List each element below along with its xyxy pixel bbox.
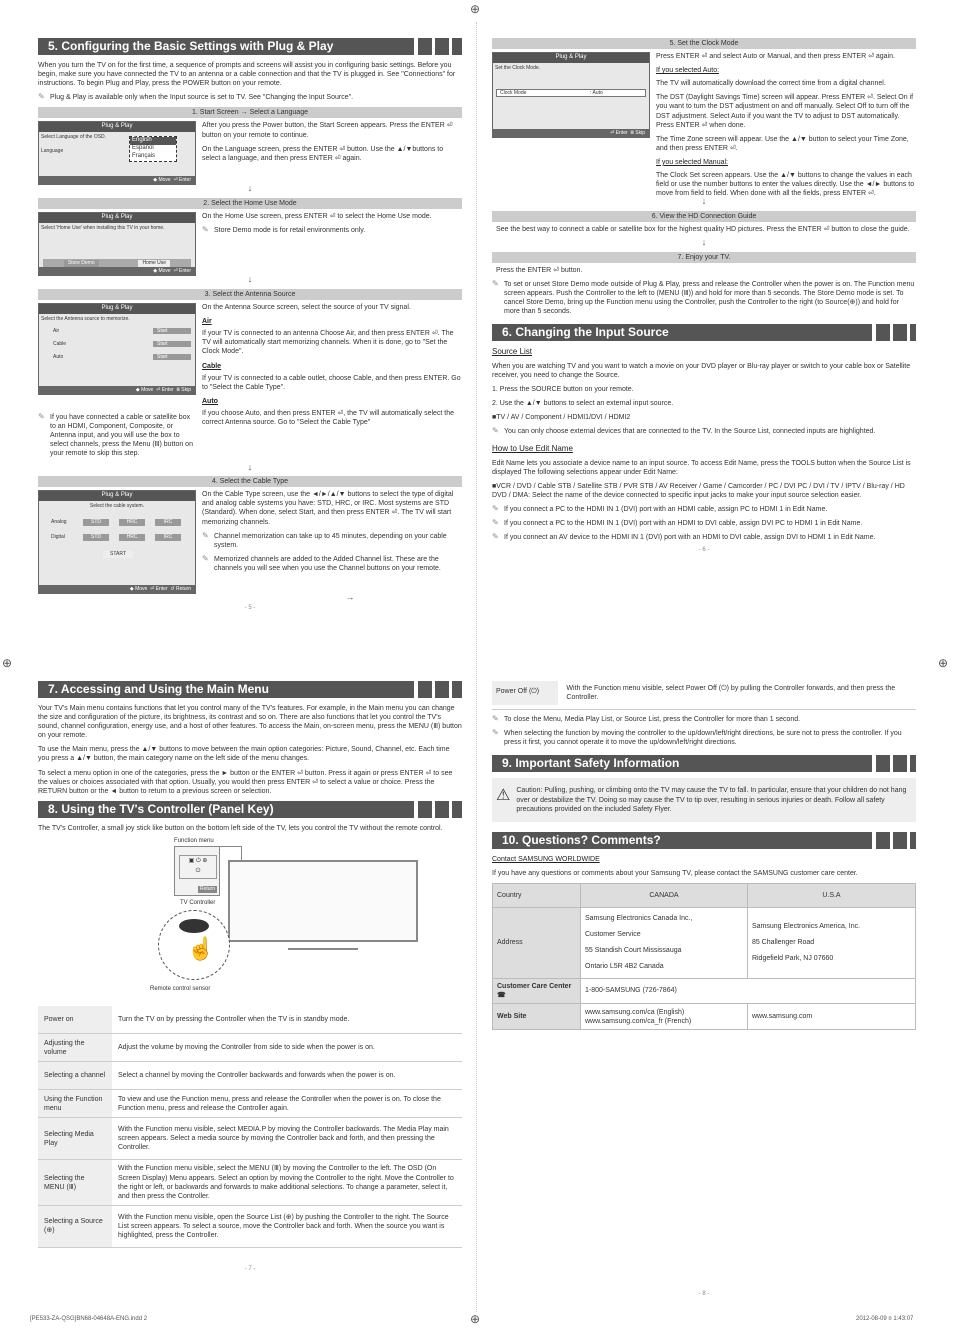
website-link[interactable]: www.samsung.com/ca_fr (French): [585, 1017, 692, 1025]
down-arrow-icon: ↓: [701, 237, 707, 248]
page-8: [492, 681, 916, 1297]
std-button[interactable]: STD: [83, 534, 109, 541]
body-text: If you have any questions or comments about your Samsung TV, please contact the SAMSUNG customer care center.: [492, 869, 858, 877]
row-label: Selecting the MENU (Ⅲ): [38, 1160, 112, 1205]
tv-controller-label: TV Controller: [180, 899, 216, 906]
row-label: Selecting a Source (⊕): [38, 1205, 112, 1247]
note: ✎ To set or unset Store Demo mode outside of Plug & Play, press and release the Controller when the power is on. The Function menu screen appears. Push the Controller to the left to (MENU (Ⅲ)) and hold for more than 5 seconds. The Store Demo mode is set. To cancel Store Demo, bring up the Function menu using the Controller, push the Controller to the right (to Source(⊕)) and hold for more than 5 seconds.: [492, 280, 916, 316]
table-row: [38, 1006, 462, 1034]
clock-mode-screen: [492, 52, 650, 138]
registration-mark-icon: ⊕: [2, 656, 13, 670]
body-text: ■TV / AV / Component / HDMI1/DVI / HDMI2: [492, 414, 631, 422]
address-line: Ridgefield Park, NJ 07660: [751, 954, 834, 962]
note: ✎ Plug & Play is available only when the Input source is set to TV. See "Changing the Input Source".: [38, 93, 462, 102]
auto-label: Auto: [53, 353, 64, 360]
body-text: Edit Name lets you associate a device name to an input source. To access Edit Name, press the TOOLS button when the Source List is displayed The following selections appear under Edit Name:: [492, 459, 911, 476]
language-label: Language: [41, 148, 64, 155]
enter-hint: ⏎ Enter: [610, 129, 628, 136]
note: ✎ Channel memorization can take up to 45 minutes, depending on your cable system.: [202, 532, 462, 550]
row-label: Power on: [38, 1006, 112, 1034]
website-link[interactable]: www.samsung.com: [747, 1004, 915, 1030]
clock-mode-label[interactable]: Clock Mode: [500, 89, 527, 96]
contact-heading: Contact SAMSUNG WORLDWIDE: [492, 855, 600, 863]
screen-text: Select Language of the OSD.: [41, 134, 107, 141]
irc-button[interactable]: IRC: [155, 519, 181, 526]
body-text: ■VCR / DVD / Cable STB / Satellite STB / PVR STB / AV Receiver / Game / Camcorder / PC / DVI PC / DVI / TV / IPTV / Blu-ray / HD DVD / DMA: Select the name of the device connected to specific input jacks to make your input source selection easier.: [492, 482, 905, 500]
address-line: Ontario L5R 4B2 Canada: [585, 962, 664, 970]
phone-number: 1-800-SAMSUNG (726-7864): [581, 978, 916, 1003]
page-number: - 7 -: [244, 1265, 256, 1272]
section-7-title: 7. Accessing and Using the Main Menu: [38, 681, 414, 698]
step-text: The Time Zone screen will appear. Use the ▲/▼ button to select your Time Zone, and then press ENTER ⏎.: [656, 135, 909, 152]
address-line: 55 Standish Court Mississauga: [585, 946, 682, 954]
canada-header: CANADA: [581, 883, 748, 907]
enter-hint: ⏎ Enter: [173, 176, 191, 183]
remote-sensor-label: Remote control sensor: [150, 985, 211, 992]
registration-mark-icon: ⊕: [938, 656, 949, 670]
function-menu-label: Function menu: [174, 837, 214, 844]
section-8-banner: [38, 801, 462, 818]
move-hint: ◆ Move: [153, 267, 171, 274]
body-text: 1. Press the SOURCE button on your remote.: [492, 386, 634, 394]
clock-mode-value: : Auto: [590, 89, 603, 96]
air-heading: Air: [202, 318, 212, 326]
note: ✎ If you connect an AV device to the HDMI IN 1 (DVI) port with an HDMI to DVI cable, assign DVI to HDMI 1 in Edit Name.: [492, 533, 916, 542]
controller-diagram: [38, 838, 462, 998]
auto-heading: Auto: [202, 397, 218, 405]
row-text: Select a channel by moving the Controller backwards and forwards when the power is on.: [112, 1062, 462, 1090]
cable-heading: Cable: [202, 362, 222, 370]
home-use-screen: [38, 212, 196, 276]
analog-label: Analog: [51, 519, 67, 526]
step-header: 7. Enjoy your TV.: [492, 252, 916, 263]
body-text: The TV's Controller, a small joy stick like button on the bottom left side of the TV, lets you control the TV without the remote control.: [38, 824, 443, 832]
registration-mark-icon: ⊕: [470, 1312, 481, 1326]
start-button[interactable]: Start: [153, 341, 191, 348]
step-header: 2. Select the Home Use Mode: [38, 198, 462, 209]
step-text: The DST (Daylight Savings Time) screen will appear. Press ENTER ⏎. Select On if you want to turn the DST adjustment on and off manually. Select Off to turn off the DST adjustment. Select Auto if you want the TV to adjust to DST automatically. Press ENTER ⏎ when done.: [656, 94, 914, 129]
step-text: If you choose Auto, and then press ENTER ⏎, the TV will automatically select the correct Antenna source. Go to "Select the Cable Type": [202, 409, 455, 426]
down-arrow-icon: ↓: [247, 183, 253, 194]
row-text: Adjust the volume by moving the Controller from side to side when the power is on.: [112, 1034, 462, 1062]
std-button[interactable]: STD: [83, 519, 109, 526]
row-text: To view and use the Function menu, press and release the Controller when the power is on. To close the Function menu, press and release the Controller again.: [112, 1090, 462, 1118]
section-9-title: 9. Important Safety Information: [492, 755, 872, 772]
body-text: When you are watching TV and you want to watch a movie on your DVD player or Blu-ray player or switch to your cable box or Satellite receiver, you need to change the Source.: [492, 362, 911, 379]
skip-hint: Ⅲ Skip: [176, 386, 191, 393]
section-10-title: 10. Questions? Comments?: [492, 832, 872, 849]
page-5: [38, 38, 462, 613]
step-text: The Clock Set screen appears. Use the ▲/▼ buttons to change the values in each field or use the number buttons to enter the values directly. Use the ◄/► buttons to move from field to field. When done with all the fields, press ENTER ⏎.: [656, 172, 915, 198]
screen-text: Set the Clock Mode.: [495, 64, 541, 71]
website-label: Web Site: [493, 1004, 581, 1030]
home-use-button[interactable]: Home Use: [138, 260, 170, 267]
table-row: [38, 1118, 462, 1160]
section-6-title: 6. Changing the Input Source: [492, 324, 872, 341]
section-7-banner: [38, 681, 462, 698]
hrc-button[interactable]: HRC: [119, 534, 145, 541]
step-header: 5. Set the Clock Mode: [492, 38, 916, 49]
row-label: Selecting a channel: [38, 1062, 112, 1090]
intro-text: When you turn the TV on for the first time, a sequence of prompts and screens will assist you in configuring basic settings. Before you begin, make sure you have connected the TV to an antenna or a cable connection and that the TV is plugged in. See "Connections" for instructions. To begin Plug and Play, press the POWER button on your remote.: [38, 62, 456, 88]
start-button[interactable]: Start: [153, 328, 191, 335]
page-7: [38, 681, 462, 1274]
hand-icon: ☝: [187, 935, 215, 961]
move-hint: ◆ Move: [129, 585, 148, 592]
row-label: Selecting Media Play: [38, 1118, 112, 1160]
digital-label: Digital: [51, 534, 65, 541]
tv-illustration: [228, 860, 418, 942]
step-text: If your TV is connected to a cable outlet, choose Cable, and then press ENTER. Go to "Select the Cable Type".: [202, 374, 461, 391]
note: ✎ Memorized channels are added to the Added Channel list. These are the channels you will see when you use the Channel buttons on your remote.: [202, 555, 462, 573]
file-label: [PE533-ZA-QSG]BN68-04648A-ENG.indd 2: [30, 1316, 148, 1322]
section-9-banner: [492, 755, 916, 772]
language-option[interactable]: Español: [132, 145, 154, 152]
row-text: With the Function menu visible, select MEDIA.P by moving the Controller backwards. The Media Play main screen appears. Select a media source by moving the Controller back and forth, and then pressing the Controller.: [112, 1118, 462, 1160]
air-label: Air: [53, 327, 60, 334]
screen-text: Select 'Home Use' when installing this TV in your home.: [41, 225, 165, 232]
auto-heading: If you selected Auto:: [656, 67, 720, 75]
page-number: - 5 -: [244, 604, 256, 611]
country-header: Country: [493, 883, 581, 907]
screen-title: Plug & Play: [39, 213, 195, 223]
address-line: Customer Service: [585, 930, 641, 938]
screen-title: Plug & Play: [39, 304, 195, 314]
start-button[interactable]: Start: [153, 354, 191, 361]
section-8-title: 8. Using the TV's Controller (Panel Key): [38, 801, 414, 818]
address-label: Address: [493, 907, 581, 978]
move-hint: ◆ Move: [153, 176, 171, 183]
step-text: Press ENTER ⏎ and select Auto or Manual, and then press ENTER ⏎ again.: [656, 53, 895, 61]
address-line: Samsung Electronics America, Inc.: [751, 922, 861, 930]
return-hint: ↺ Return: [170, 585, 191, 592]
section-5-banner: [38, 38, 462, 55]
step-text: Press the ENTER ⏎ button.: [496, 266, 583, 274]
hrc-button[interactable]: HRC: [119, 519, 145, 526]
caution-text: Caution: Pulling, pushing, or climbing onto the TV may cause the TV to fall. In particular, ensure that your children do not hang over or destabilize the TV. Doing so may cause the TV to tip over, resulting in serious injuries or death. Follow all safety precautions provided on the included Safety Flyer.: [516, 787, 907, 813]
enter-hint: ⏎ Enter: [156, 386, 174, 393]
body-text: To select a menu option in one of the categories, press the ► button or the ENTER ⏎ button. Press it again or press ENTER ⏎ to see the values or choices associated with that option. Usually, you would then press ENTER ⏎ to select a value or choice. Press the RETURN button or the ◄ button to return to a previous screen or selection.: [38, 769, 453, 795]
row-text: With the Function menu visible, select the MENU (Ⅲ) by moving the Controller to the left. The OSD (On Screen Display) Menu appears. Select an option by moving the Controller to the right. Move the Controller to the right or left, or backwards and forwards to make additional selections. To change a parameter, select it, and then press the Controller.: [112, 1160, 462, 1205]
step-text: On the Antenna Source screen, select the source of your TV signal.: [202, 304, 411, 312]
language-option[interactable]: English: [130, 137, 176, 145]
note: ✎ To close the Menu, Media Play List, or Source List, press the Controller for more than 1 second.: [492, 715, 916, 724]
row-label: Using the Function menu: [38, 1090, 112, 1118]
date-label: 2012-08-09 ¤ 1:43:07: [856, 1316, 914, 1322]
note: ✎ Store Demo mode is for retail environments only.: [202, 226, 432, 235]
screen-text: Select the Antenna source to memorize.: [41, 315, 130, 322]
step-text: After you press the Power button, the Start Screen appears. Press the ENTER ⏎ button on your remote to continue.: [202, 122, 453, 139]
screen-title: Plug & Play: [493, 53, 649, 63]
enter-hint: ⏎ Enter: [173, 267, 191, 274]
start-button[interactable]: START: [103, 551, 133, 558]
manual-heading: If you selected Manual:: [656, 158, 728, 166]
table-row: [38, 1034, 462, 1062]
section-10-banner: [492, 832, 916, 849]
skip-hint: Ⅲ Skip: [630, 129, 645, 136]
registration-mark-icon: ⊕: [470, 2, 481, 16]
step-text: If your TV is connected to an antenna Choose Air, and then press ENTER ⏎. The TV will automatically start memorizing channels. When it is done, go to "Set the Clock Mode".: [202, 330, 454, 356]
website-link[interactable]: www.samsung.com/ca (English): [585, 1008, 685, 1016]
address-line: 85 Challenger Road: [751, 938, 815, 946]
controller-zoom: [158, 910, 230, 980]
note: ✎ If you have connected a cable or satellite box to an HDMI, Component, Composite, or Antenna input, and you will use the box to select channels, press the Menu (Ⅲ) button on your remote to skip this step.: [38, 413, 196, 458]
contact-table: [492, 883, 916, 1030]
table-row: [38, 1090, 462, 1118]
store-demo-button[interactable]: Store Demo: [64, 260, 99, 267]
table-row: [38, 1062, 462, 1090]
step-header: 3. Select the Antenna Source: [38, 289, 462, 300]
language-option[interactable]: Français: [132, 152, 156, 159]
step-header: 1. Start Screen → Select a Language: [38, 107, 462, 118]
step-text: On the Home Use screen, press ENTER ⏎ to select the Home Use mode.: [202, 213, 432, 221]
antenna-screen: [38, 303, 196, 395]
down-arrow-icon: ↓: [247, 274, 253, 285]
note: ✎ If you connect a PC to the HDMI IN 1 (DVI) port with an HDMI to DVI cable, assign DVI PC to HDMI 1 in Edit Name.: [492, 519, 916, 528]
row-text: With the Function menu visible, open the Source List (⊕) by pushing the Controller to the right. The Source List screen appears. To select a source, move the Controller back and forth. When the source you want is highlighted, press the Controller.: [112, 1205, 462, 1247]
cable-type-screen: [38, 490, 196, 594]
body-text: Your TV's Main menu contains functions that let you control many of the TV's features. For example, in the Main menu you can change the size and configuration of the picture, its brightness, its contrast and so on. There are also functions that let you control the TV's sound, channel configuration, energy use, and a host of other features. To access the Main, on-screen menu, press the MENU (Ⅲ) button on your remote.: [38, 705, 462, 740]
step-text: See the best way to connect a cable or satellite box for the highest quality HD pictures. Press the ENTER ⏎ button to close the guide.: [496, 226, 910, 234]
step-text: The TV will automatically download the correct time from a digital channel.: [656, 80, 886, 88]
down-arrow-icon: ↓: [701, 196, 707, 207]
source-list-heading: Source List: [492, 347, 533, 357]
function-menu-box: ▣ ⏻ ⊕ ⏻ Return: [174, 846, 220, 896]
step-text: On the Language screen, press the ENTER ⏎ button. Use the ▲/▼buttons to select a language, and then press ENTER ⏎ again.: [202, 145, 444, 162]
step-header: 4. Select the Cable Type: [38, 476, 462, 487]
enter-hint: ⏎ Enter: [150, 585, 168, 592]
page-number: - 8 -: [698, 1291, 710, 1297]
power-off-label: Power Off (⏻): [492, 681, 558, 705]
controller-table: [38, 1006, 462, 1248]
warning-icon: ⚠: [496, 787, 511, 805]
body-text: 2. Use the ▲/▼ buttons to select an external input source.: [492, 400, 674, 408]
screen-title: Plug & Play: [39, 491, 195, 501]
address-line: Samsung Electronics Canada Inc.,: [585, 914, 693, 922]
usa-header: U.S.A: [747, 883, 915, 907]
section-5-title: 5. Configuring the Basic Settings with Plug & Play: [38, 38, 414, 55]
down-arrow-icon: ↓: [247, 461, 253, 472]
right-arrow-icon: →: [345, 592, 355, 603]
power-off-text: With the Function menu visible, select Power Off (⏻) by pulling the Controller forwards, and then press the Controller.: [566, 685, 896, 702]
caution-box: [492, 778, 916, 821]
customer-care-label: Customer Care Center ☎: [493, 978, 581, 1003]
step-text: On the Cable Type screen, use the ◄/►/▲/▼ buttons to select the type of digital and analog cable systems you have: STD, HRC, or IRC. Most systems are STD (Standard). When done, select Start, and then press ENTER ⏎. The TV will start memorizing channels.: [202, 491, 454, 526]
note: ✎ If you connect a PC to the HDMI IN 1 (DVI) port with an HDMI cable, assign PC to HDMI 1 in Edit Name.: [492, 505, 916, 514]
row-label: Adjusting the volume: [38, 1034, 112, 1062]
page-number: - 6 -: [698, 547, 710, 554]
language-screen: [38, 121, 196, 185]
return-label: Return: [199, 886, 215, 893]
body-text: To use the Main menu, press the ▲/▼ buttons to move between the main option categories: Picture, Sound, Channel, etc. Each time you press a ▲/▼ button, the main category name on the left side of the menu changes.: [38, 746, 450, 763]
move-hint: ◆ Move: [135, 386, 154, 393]
cable-label: Cable: [53, 340, 67, 347]
note: ✎ When selecting the function by moving the controller to the up/down/left/right directions, be sure not to press the controller. If you press it first, you cannot operate it to move the up/down/left/right directions.: [492, 729, 916, 747]
table-row: [38, 1160, 462, 1205]
page-6: [492, 38, 916, 555]
section-6-banner: [492, 324, 916, 341]
irc-button[interactable]: IRC: [155, 534, 181, 541]
screen-text: Select the cable system.: [89, 503, 145, 510]
screen-title: Plug & Play: [39, 122, 195, 132]
row-text: Turn the TV on by pressing the Controller when the TV is in standby mode.: [112, 1006, 462, 1034]
step-header: 6. View the HD Connection Guide: [492, 211, 916, 222]
note: ✎ You can only choose external devices that are connected to the TV. In the Source List, connected inputs are highlighted.: [492, 427, 916, 436]
edit-name-heading: How to Use Edit Name: [492, 444, 573, 454]
table-row: [38, 1205, 462, 1247]
